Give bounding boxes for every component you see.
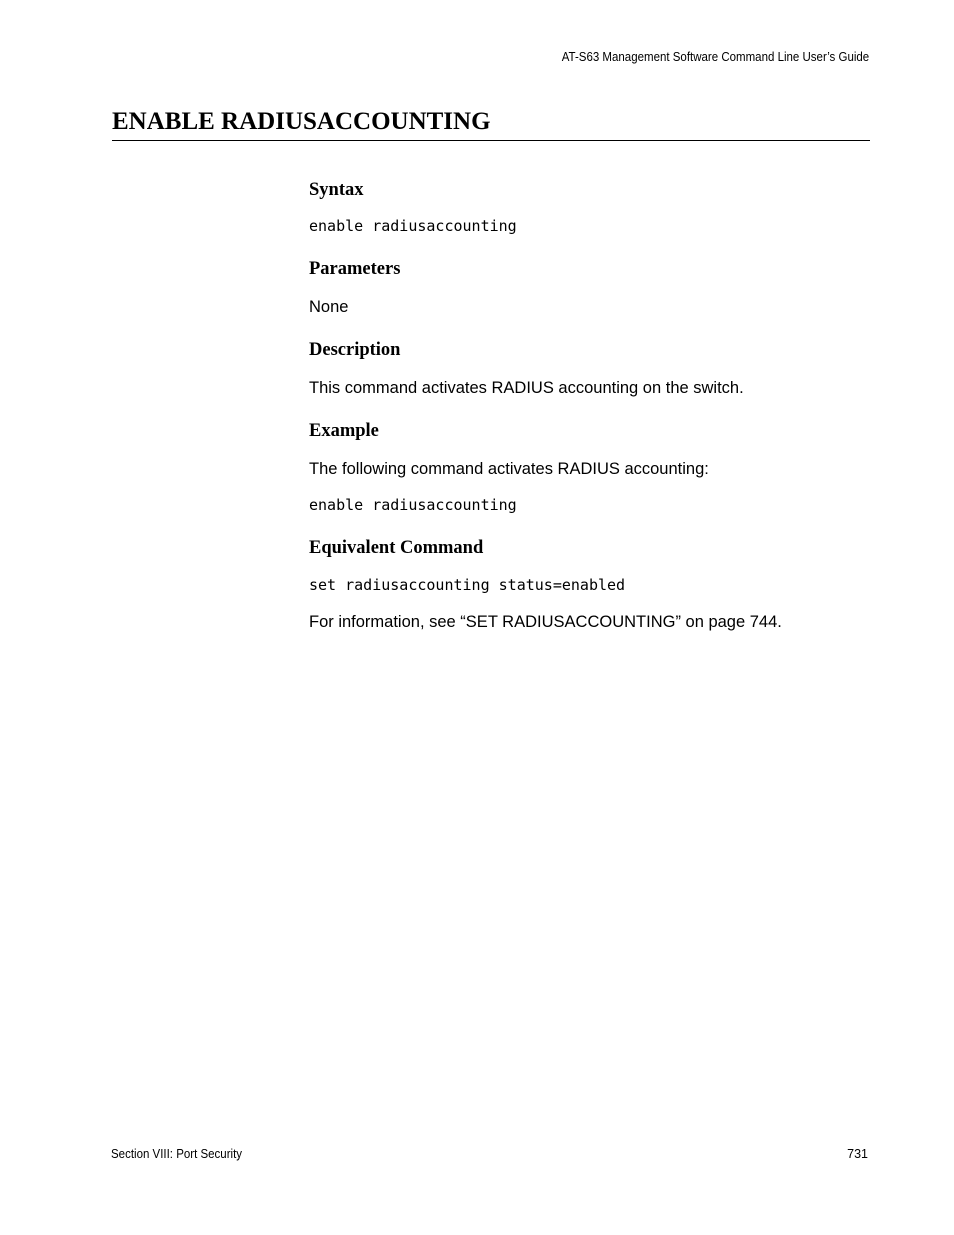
description-text: This command activates RADIUS accounting on the switch. — [309, 379, 744, 397]
footer-page-number: 731 — [847, 1147, 868, 1161]
syntax-code: enable radiusaccounting — [309, 217, 517, 235]
description-heading: Description — [309, 340, 401, 360]
parameters-heading: Parameters — [309, 259, 401, 279]
footer-section-label: Section VIII: Port Security — [111, 1147, 243, 1161]
example-code: enable radiusaccounting — [309, 496, 517, 514]
page-title: ENABLE RADIUSACCOUNTING — [112, 108, 491, 135]
parameters-text: None — [309, 298, 349, 316]
cross-reference-text: For information, see “SET RADIUSACCOUNTING” on page 744. — [309, 613, 782, 631]
running-header: AT-S63 Management Software Command Line User’s Guide — [561, 50, 869, 64]
equivalent-command-heading: Equivalent Command — [309, 538, 484, 558]
example-text: The following command activates RADIUS accounting: — [309, 460, 709, 478]
example-heading: Example — [309, 421, 379, 441]
syntax-heading: Syntax — [309, 180, 364, 200]
title-rule — [112, 140, 870, 141]
equivalent-command-code: set radiusaccounting status=enabled — [309, 576, 626, 594]
